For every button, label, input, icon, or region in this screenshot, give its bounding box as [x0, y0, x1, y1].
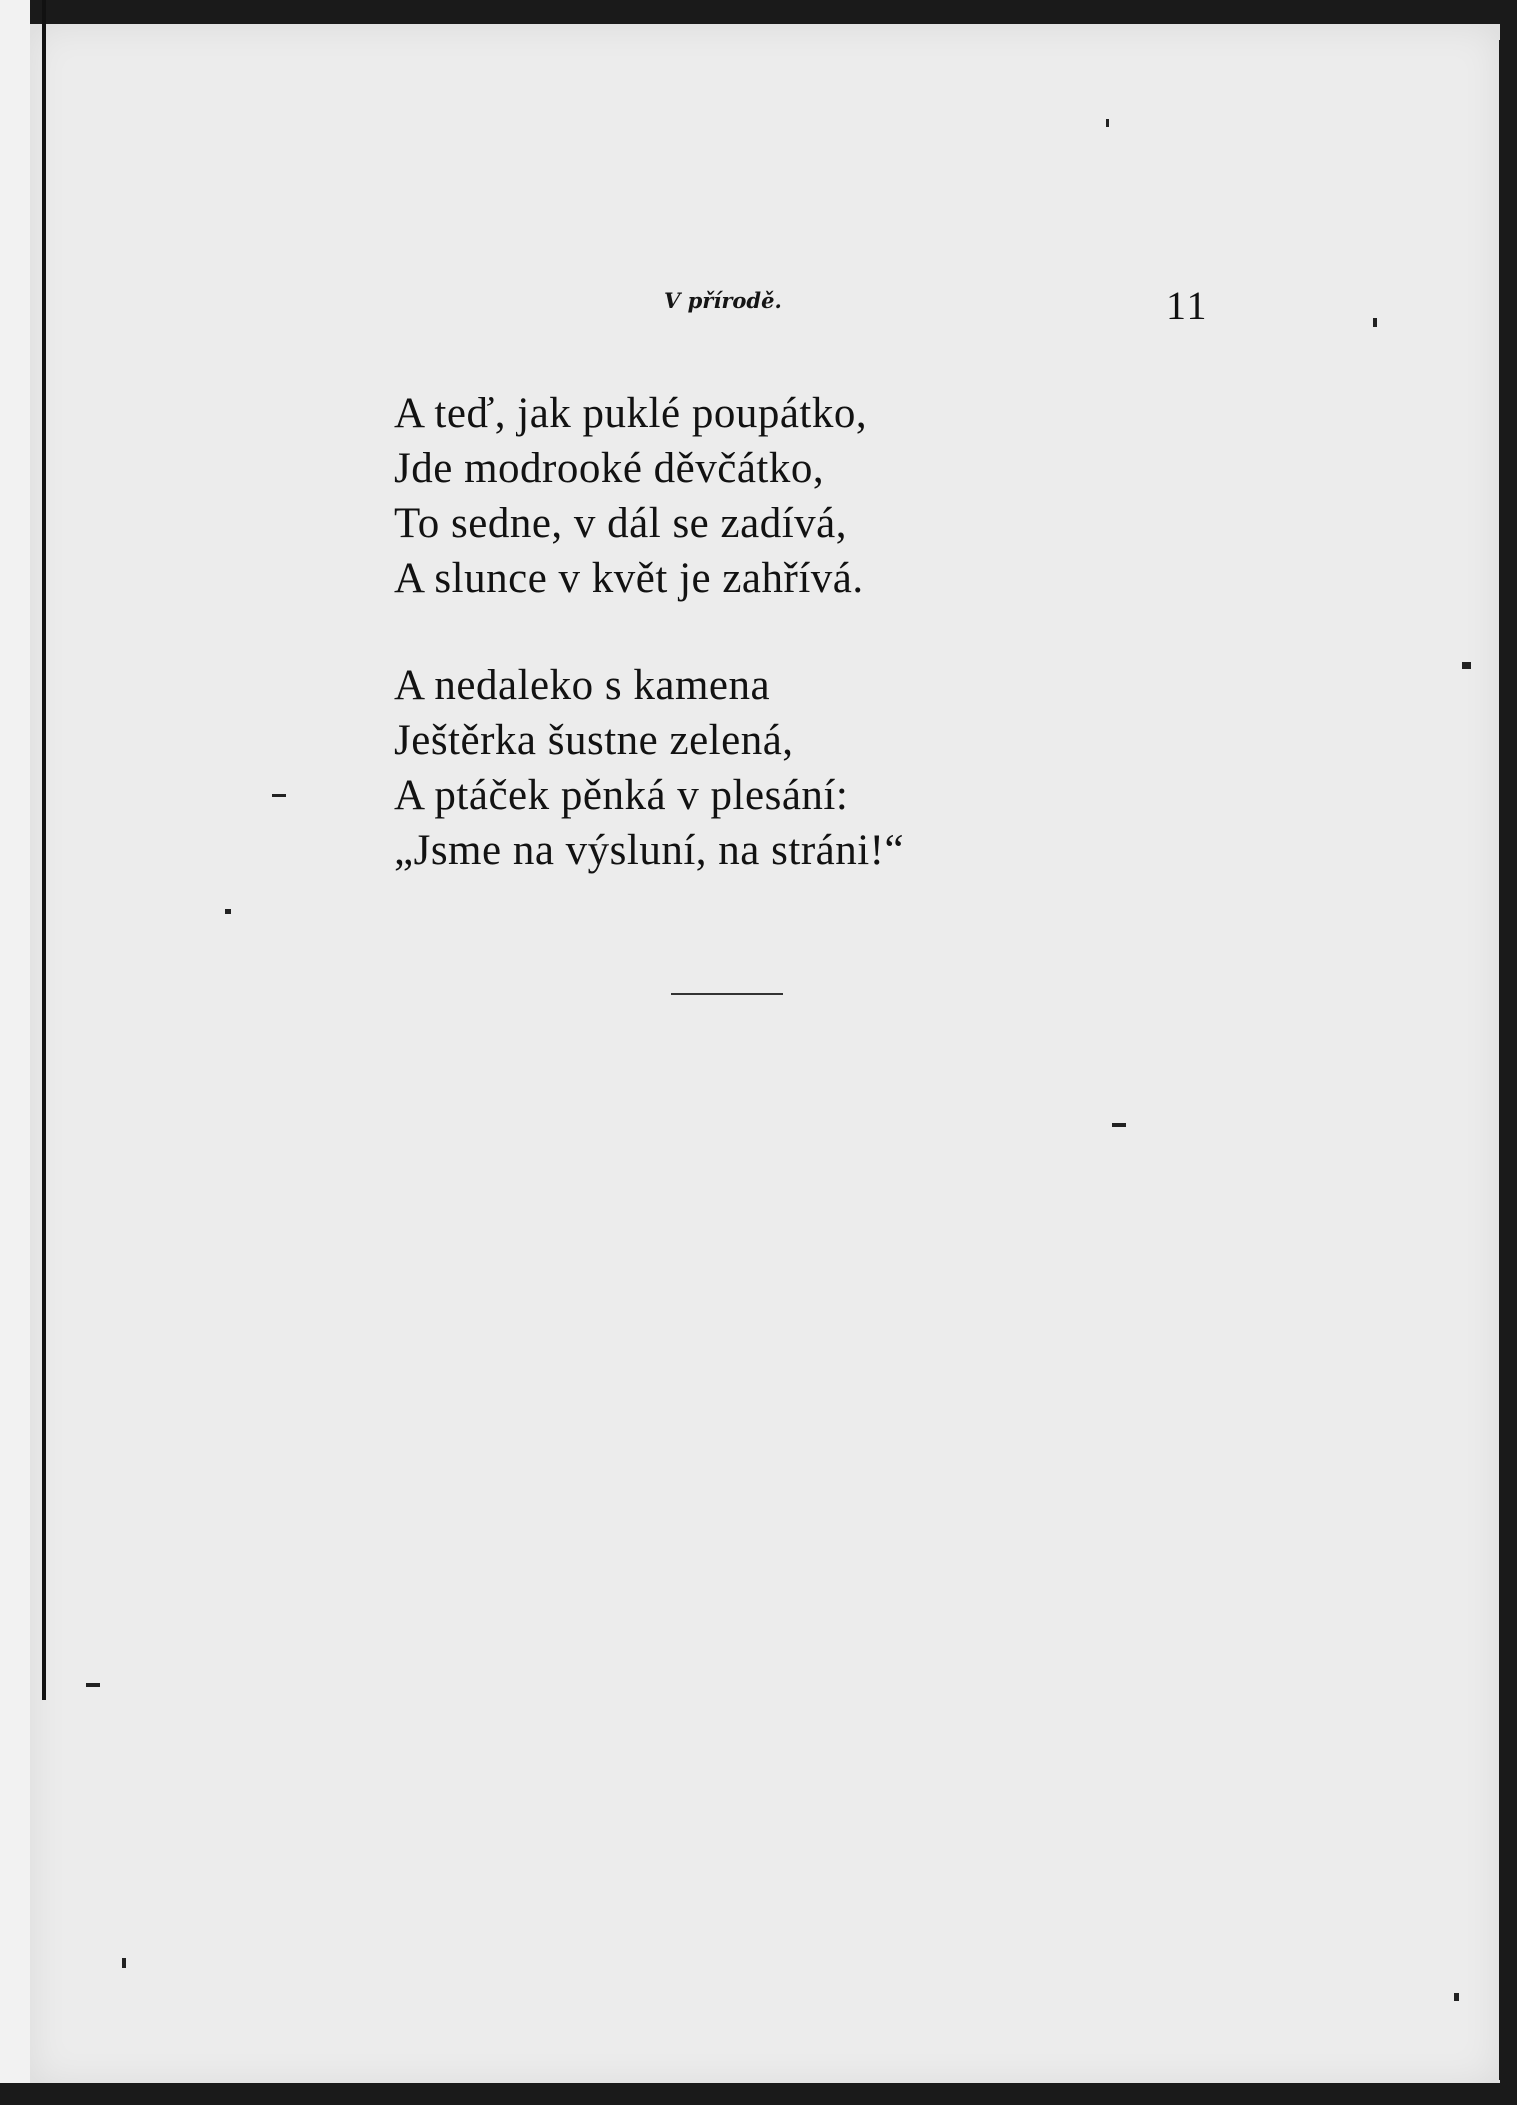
- print-speck: [225, 909, 231, 914]
- scan-border-right: [1499, 40, 1517, 2080]
- verse-line: A nedaleko s kamena: [394, 662, 771, 709]
- binding-edge: [42, 0, 46, 1700]
- print-speck: [1462, 662, 1471, 669]
- section-end-rule: [671, 993, 783, 995]
- print-speck: [1112, 1123, 1126, 1127]
- page-number: 11: [1166, 283, 1209, 328]
- verse-line: A slunce v květ je zahřívá.: [394, 555, 864, 602]
- print-speck: [272, 794, 286, 797]
- verse-line: Jde modrooké děvčátko,: [394, 445, 825, 492]
- stanza: [394, 658, 904, 878]
- poem: [394, 386, 904, 930]
- print-speck: [86, 1683, 100, 1687]
- stanza: [394, 386, 904, 606]
- verse-line: „Jsme na výsluní, na stráni!“: [394, 827, 905, 874]
- scan-border-bottom: [0, 2083, 1517, 2105]
- page-header: [0, 278, 1517, 338]
- verse-line: To sedne, v dál se zadívá,: [394, 500, 847, 547]
- verse-line: Ještěrka šustne zelená,: [394, 717, 794, 764]
- print-speck: [1373, 318, 1377, 327]
- running-head: V přírodě.: [664, 288, 782, 313]
- verse-line: A ptáček pěnká v plesání:: [394, 772, 849, 819]
- print-speck: [1106, 119, 1109, 127]
- print-speck: [122, 1958, 126, 1968]
- print-speck: [1454, 1993, 1459, 2001]
- verse-line: A teď, jak puklé poupátko,: [394, 390, 868, 437]
